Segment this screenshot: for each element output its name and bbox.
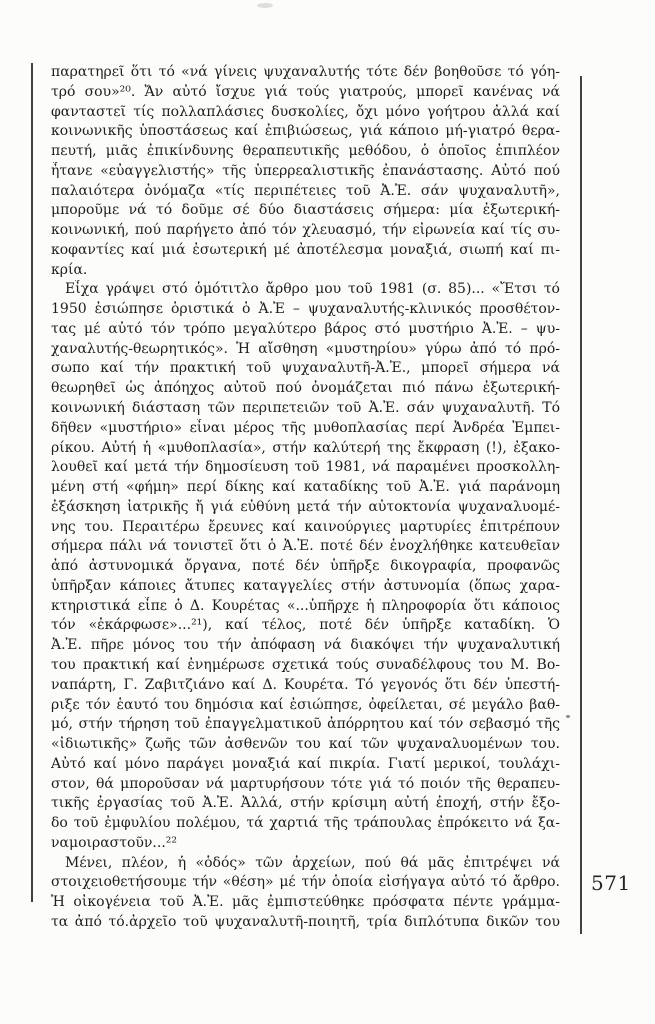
- text-line: ναμοιραστοῦν...²²: [51, 834, 177, 851]
- text-line: στον, θά μποροῦσαν νά μαρτυρήσουν τότε γιά τό ποιόν τῆς θεραπευ-: [51, 775, 560, 792]
- text-line: μποροῦμε νά τό δοῦμε σέ δύο διαστάσεις σήμερα: μία ἐξωτερική-: [51, 202, 560, 219]
- text-line: ὑπῆρξαν κάποιες ἄτυπες καταγγελίες στήν ἀστυνομία (ὅπως χαρα-: [51, 577, 560, 594]
- text-line: τόν «ἐκάρφωσε»...²¹), καί τέλος, ποτέ δέν ὑπῆρξε καταδίκη. Ὁ: [51, 617, 560, 634]
- text-line: πευτή, μιᾶς ἐπικίνδυνης θεραπευτικῆς μεθόδου, ὁ ὁποῖος ἐπιπλέον: [51, 143, 560, 160]
- text-line: σήμερα πάλι νά τονιστεῖ ὅτι ὁ Ἀ.Ἐ. ποτέ δέν ἐνοχλήθηκε κατευθεῖαν: [51, 538, 560, 555]
- text-line: παλαιότερα ὀνόμαζα «τίς περιπέτειες τοῦ Ἀ.Ἐ. σάν ψυχαναλυτῆ»,: [51, 182, 560, 199]
- text-column: [51, 63, 560, 933]
- text-line: ναπάρτη, Γ. Ζαβιτζιάνο καί Δ. Κουρέτα. Τό γεγονός ὅτι δέν ὑπεστή-: [51, 676, 560, 693]
- text-line: μένη στή «φήμη» περί δίκης καί καταδίκης τοῦ Ἀ.Ἐ. γιά παράνομη: [51, 479, 560, 496]
- text-line: ρίκου. Αὐτή ἡ «μυθοπλασία», στήν καλύτερή της ἔκφραση (!), ἐξακο-: [51, 439, 560, 456]
- scan-speck: [566, 715, 570, 718]
- text-line: στοιχειοθετήσουμε τήν «θέση» μέ τήν ὁποία εἰσήγαγα αὐτό τό ἄρθρο.: [51, 874, 560, 891]
- text-line: ἦτανε «εὐαγγελιστής» τῆς ὑπερρεαλιστικῆς ἐπανάστασης. Αὐτό πού: [51, 162, 560, 179]
- text-line: Ἡ οἰκογένεια τοῦ Ἀ.Ἐ. μᾶς ἐμπιστεύθηκε πρόσφατα πέντε γράμμα-: [51, 894, 560, 911]
- text-line: κοινωνική διάσταση τῶν περιπετειῶν τοῦ Ἀ.Ἐ. σάν ψυχαναλυτῆ. Τό: [51, 400, 560, 417]
- text-line: νης του. Περαιτέρω ἔρευνες καί καινούργιες μαρτυρίες ἐπιτρέπουν: [51, 518, 560, 535]
- text-line: τρό σου»²⁰. Ἄν αὐτό ἴσχυε γιά τούς γιατρούς, μπορεῖ κανένας νά: [51, 83, 560, 100]
- text-line: τικῆς ἐργασίας τοῦ Ἀ.Ἐ. Ἀλλά, στήν κρίσιμη αὐτή ἐποχή, στήν ἔξο-: [51, 795, 560, 812]
- margin-rule-right: [580, 76, 582, 934]
- text-line: Ἀ.Ἐ. πῆρε μόνος του τήν ἀπόφαση νά διακόψει τήν ψυχαναλυτική: [51, 637, 560, 654]
- text-line: 1950 ἐσιώπησε ὁριστικά ὁ Ἀ.Ἐ – ψυχαναλυτής-κλινικός προσθέτον-: [51, 301, 560, 318]
- scan-smudge: [257, 3, 273, 8]
- text-line: ἐξάσκηση ἰατρικῆς ἤ γιά εὐθύνη μετά τήν αὐτοκτονία ψυχαναλυομέ-: [51, 498, 560, 515]
- text-line: σωπο καί τήν πρακτική τοῦ ψυχαναλυτῆ-Ἀ.Ἐ., μπορεῖ σήμερα νά: [51, 360, 560, 377]
- text-line: δο τοῦ ἐμφυλίου πολέμου, τά χαρτιά τῆς τράπουλας ἐπρόκειτο νά ξα-: [51, 815, 560, 832]
- text-line: χαναλυτής-θεωρητικός». Ἡ αἴσθηση «μυστηρίου» γύρω ἀπό τό πρό-: [51, 340, 560, 357]
- text-line: δῆθεν «μυστήριο» εἶναι μέρος τῆς μυθοπλασίας περί Ἀνδρέα Ἐμπει-: [51, 419, 560, 436]
- text-line: τας μέ αὐτό τόν τρόπο μεγαλύτερο βάρος στό μυστήριο Ἀ.Ἐ. – ψυ-: [51, 320, 560, 337]
- text-line: λουθεῖ καί μετά τήν δημοσίευση τοῦ 1981, νά παραμένει προσκολλη-: [51, 459, 560, 476]
- text-line: του πρακτική καί ἐνημέρωσε σχετικά τούς συναδέλφους του Μ. Βο-: [51, 656, 560, 673]
- text-line: κρία.: [51, 261, 88, 278]
- text-line: κοινωνική, πού παρήγετο ἀπό τόν χλευασμό, τήν εἰρωνεία καί τίς συ-: [51, 222, 560, 239]
- text-line: Μένει, πλέον, ἡ «ὁδός» τῶν ἀρχείων, πού θά μᾶς ἐπιτρέψει νά: [65, 854, 560, 871]
- text-line: κτηριστικά εἶπε ὁ Δ. Κουρέτας «...ὑπῆρχε ἡ πληροφορία ὅτι κάποιος: [51, 597, 560, 614]
- text-line: Αὐτό καί μόνο παράγει μοναξιά καί πικρία. Γιατί μερικοί, τουλάχι-: [51, 755, 560, 772]
- text-line: Εἶχα γράψει στό ὁμότιτλο ἄρθρο μου τοῦ 1981 (σ. 85)... «Ἔτσι τό: [65, 281, 560, 298]
- text-line: κοφαντίες καί μιά ἐσωτερική μέ ἀποτέλεσμα μοναξιά, σιωπή καί πι-: [51, 241, 560, 258]
- text-line: μό, στήν τήρηση τοῦ ἐπαγγελματικοῦ ἀπόρρητου καί τόν σεβασμό τῆς: [51, 716, 560, 733]
- margin-rule-left: [31, 63, 33, 902]
- page-number: 571: [591, 871, 631, 895]
- text-line: ἀπό ἀστυνομικά ὄργανα, ποτέ δέν ὑπῆρξε δικογραφία, προφανῶς: [51, 558, 560, 575]
- text-line: θεωρηθεῖ ὡς ἀπόηχος αὐτοῦ πού ὀνομάζεται πιό πάνω ἐξωτερική-: [51, 380, 560, 397]
- text-line: ριξε τόν ἑαυτό του δημόσια καί ἐσιώπησε, ὀφείλεται, σέ μεγάλο βαθ-: [51, 696, 560, 713]
- text-line: «ἰδιωτικῆς» ζωῆς τῶν ἀσθενῶν του καί τῶν ψυχαναλυομένων του.: [51, 736, 560, 753]
- text-line: τα ἀπό τό.ἀρχεῖο τοῦ ψυχαναλυτῆ-ποιητῆ, τρία διπλότυπα δικῶν του: [51, 913, 560, 930]
- text-line: κοινωνικῆς ὑποστάσεως καί ἐπιβιώσεως, γιά κάποιο μή-γιατρό θερα-: [51, 123, 560, 140]
- text-line: φανταστεῖ τίς πολλαπλάσιες δυσκολίες, ὄχι μόνο γοήτρου ἀλλά καί: [51, 103, 560, 120]
- text-line: παρατηρεῖ ὅτι τό «νά γίνεις ψυχαναλυτής τότε δέν βοηθοῦσε τό γόη-: [51, 64, 560, 80]
